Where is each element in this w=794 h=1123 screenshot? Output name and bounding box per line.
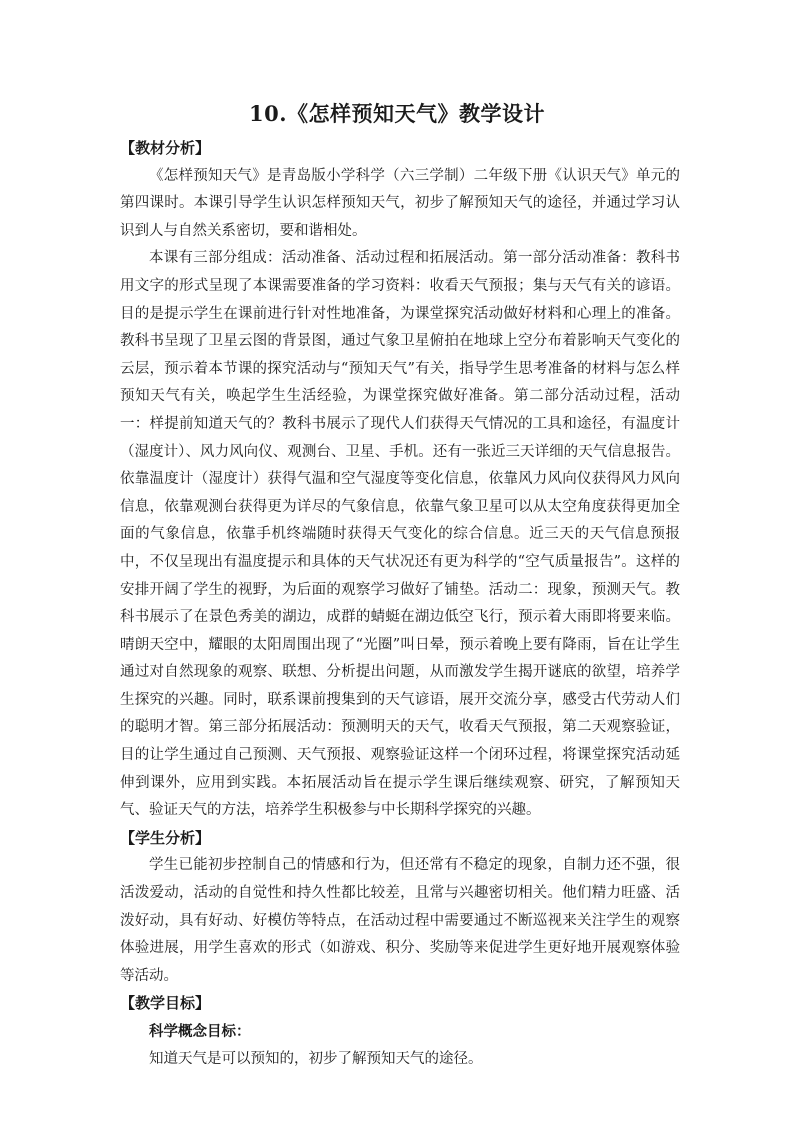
section-heading-material: 【教材分析】 [120,139,211,157]
material-paragraph-2: 本课有三部分组成：活动准备、活动过程和拓展活动。第一部分活动准备：教科书用文字的形式呈现了本课需要准备的学习资料：收看天气预报；集与天气有关的谚语。目的是提示学生在课前进行针对性地准备，为课堂探究活动做好材料和心理上的准备。教科书呈现了卫星云图的背景图，通过气象卫星俯拍在地球上空分布着影响天气变化的云层，预示着本节课的探究活动与“预知天气”有关，指导学生思考准备的材料与怎么样预知天气有关，唤起学生生活经验，为课堂探究做好准备。第二部分活动过程，活动一：样提前知道天气的？教科书展示了现代人们获得天气情况的工具和途径，有温度计（湿度计）、风力风向仪、观测台、卫星、手机。还有一张近三天详细的天气信息报告。依靠温度计（湿度计）获得气温和空气湿度等变化信息，依靠风力风向仪获得风力风向信息，依靠观测台获得更为详尽的气象信息，依靠气象卫星可以从太空角度获得更加全面的气象信息，依靠手机终端随时获得天气变化的综合信息。近三天的天气信息预报中，不仅呈现出有温度提示和具体的天气状况还有更为科学的“空气质量报告”。这样的安排开阔了学生的视野，为后面的观察学习做好了铺垫。活动二：现象，预测天气。教科书展示了在景色秀美的湖边，成群的蜻蜓在湖边低空飞行，预示着大雨即将要来临。晴朗天空中，耀眼的太阳周围出现了“光圈”叫日晕，预示着晚上要有降雨，旨在让学生通过对自然现象的观察、联想、分析提出问题，从而激发学生揭开谜底的欲望，培养学生探究的兴趣。同时，联系课前搜集到的天气谚语，展开交流分享，感受古代劳动人们的聪明才智。第三部分拓展活动：预测明天的天气，收看天气预报，第二天观察验证，目的让学生通过自己预测、天气预报、观察验证这样一个闭环过程，将课堂探究活动延伸到课外，应用到实践。本拓展活动旨在提示学生课后继续观察、研究，了解预知天气、验证天气的方法，培养学生积极参与中长期科学探究的兴趣。 [120,250,680,819]
goals-text-concept: 知道天气是可以预知的，初步了解预知天气的途径。 [149,1050,483,1067]
goals-subheading-concept: 科学概念目标： [149,1023,251,1040]
section-heading-goals: 【教学目标】 [120,994,211,1013]
page-title: 10.《怎样预知天气》教学设计 [248,101,546,126]
material-paragraph-1: 《怎样预知天气》是青岛版小学科学（六三学制）二年级下册《认识天气》单元的第四课时。本课引导学生认识怎样预知天气，初步了解预知天气的途径，并通过学习认识到人与自然关系密切，要和谐相处。 [120,167,680,239]
document-body [120,135,680,1073]
section-heading-student: 【学生分析】 [120,828,211,847]
student-paragraph-1: 学生已能初步控制自己的情感和行为，但还常有不稳定的现象，自制力还不强，很活泼爱动，活动的自觉性和持久性都比较差，且常与兴趣密切相关。他们精力旺盛、活泼好动，具有好动、好模仿等特点，在活动过程中需要通过不断巡视来关注学生的观察体验进展，用学生喜欢的形式（如游戏、积分、奖励等来促进学生更好地开展观察体验等活动。 [120,857,680,984]
